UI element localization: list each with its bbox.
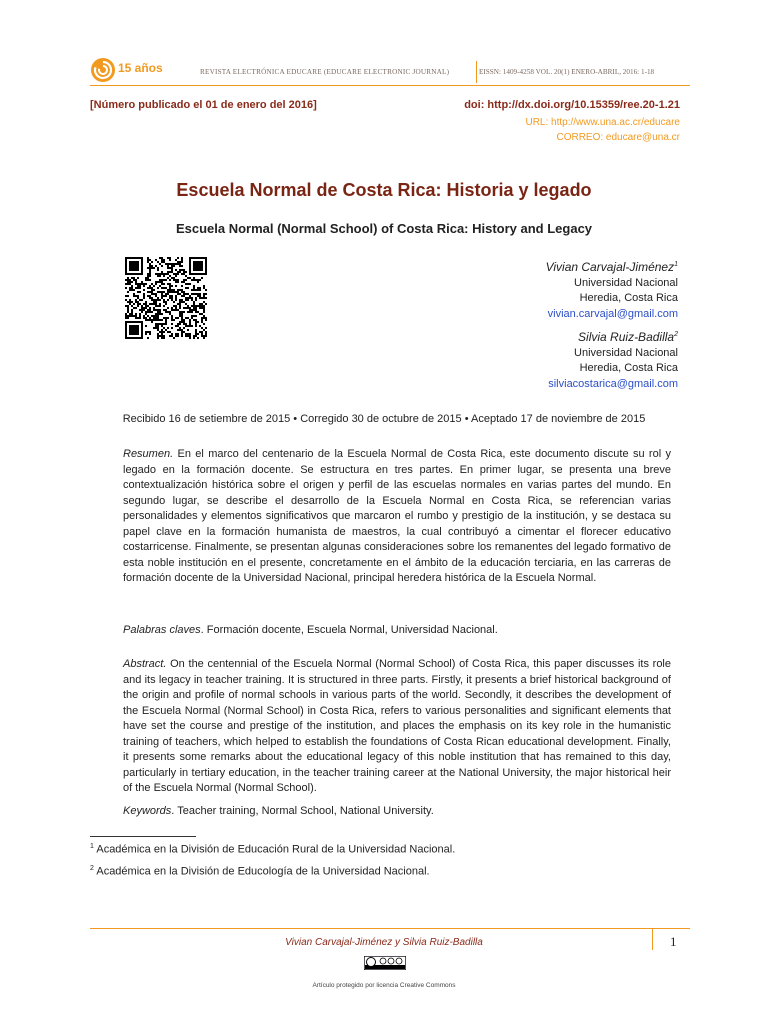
article-subtitle: Escuela Normal (Normal School) of Costa Rica: History and Legacy [175,221,593,236]
author-name: Silvia Ruiz-Badilla$^2$ [578,330,678,344]
publication-date: [Número publicado el 01 de enero del 2016] [90,99,317,111]
journal-url[interactable]: URL: http://www.una.ac.cr/educare [525,117,680,128]
issn-info: EISSN: 1409-4258 VOL. 20(1) ENERO-ABRIL, 2016: 1-18 [479,68,655,76]
author-institution: Universidad Nacional [574,276,678,289]
license-note: Artículo protegido por licencia Creative Commons [312,982,456,989]
author-block [378,257,678,322]
journal-name: REVISTA ELECTRÓNICA EDUCARE (EDUCARE ELECTRONIC JOURNAL) [200,68,450,76]
author-block [378,327,678,392]
footer-authors: Vivian Carvajal-Jiménez y Silvia Ruiz-Badilla [285,937,483,948]
palabras-claves-paragraph: Palabras claves. Formación docente, Escuela Normal, Universidad Nacional. [123,624,498,636]
author-location: Heredia, Costa Rica [579,292,678,304]
abstract-paragraph: Abstract. On the centennial of the Escuela Normal (Normal School) of Costa Rica, this paper discusses its role and its legacy in teacher training. It is structured in three parts. Firstly, it presents a brief historical background of the origin and profile of normal schools in various parts of the world. Secondly, it describes the development of the Escuela Normal (Normal School) in Costa Rica, refers to various personalities and significant elements that have set the course and prestige of the institution, and places the emphasis on its key role in the humanistic training of teachers, which helped to establish the foundations of Costa Rican educational development. Finally, it presents some remarks about the educational legacy of this noble institution that has remained to this day, particularly in tertiary education, in the teacher training career at the National University, the major historical heir of the Escuela Normal (Normal School). [123,658,671,794]
journal-email[interactable]: CORREO: educare@una.cr [556,132,680,143]
header-rule [90,85,690,86]
journal-header [90,57,690,85]
qr-code-icon [125,257,207,339]
footnote: $^1$ Académica en la División de Educación Rural de la Universidad Nacional. [90,843,456,856]
logo-text: 15 años [118,61,163,75]
page-number: 1 [670,934,677,949]
submission-dates: Recibido 16 de setiembre de 2015 • Corregido 30 de octubre de 2015 • Aceptado 17 de noviembre de 2015 [122,413,646,425]
resumen-paragraph: Resumen. En el marco del centenario de la Escuela Normal de Costa Rica, este documento discute su rol y legado en la formación docente. Se estructura en tres partes. En primer lugar, se presenta una breve contextualización histórica sobre el origen y perfil de las escuelas normales en varias partes del mundo. En segundo lugar, se describe el desarrollo de la Escuela Normal en Costa Rica, se referencian varias personalidades y elementos significativos que marcaron el rumbo y prestigio de la institución, y se destaca su papel clave en la formación humanista de maestros, la cual contribuyó a cimentar el florecer educativo costarricense. Finalmente, se presentan algunas consideraciones sobre los remanentes del legado formativo de esta noble institución en el presente, concretamente en el ámbito de la educación terciaria, en las carreras de formación docente de la Universidad Nacional, principal heredera histórica de la Escuela Normal. [123,448,671,584]
swirl-logo-icon [90,57,116,83]
footnote-rule [90,836,196,837]
creative-commons-badge-icon[interactable] [364,956,406,970]
header-separator [476,61,477,83]
keywords-paragraph: Keywords. Teacher training, Normal School, National University. [123,805,434,817]
author-email-link[interactable]: vivian.carvajal@gmail.com [547,307,678,320]
footer-rule [90,928,690,929]
author-institution: Universidad Nacional [574,346,678,359]
author-name: Vivian Carvajal-Jiménez$^1$ [545,260,678,274]
author-email-link[interactable]: silviacostarica@gmail.com [548,377,678,390]
footnote: $^2$ Académica en la División de Educología de la Universidad Nacional. [90,865,430,878]
author-list [378,257,678,397]
article-title: Escuela Normal de Costa Rica: Historia y legado [176,180,592,200]
author-location: Heredia, Costa Rica [579,362,678,374]
doi-link[interactable]: doi: http://dx.doi.org/10.15359/ree.20-1.21 [464,99,680,111]
